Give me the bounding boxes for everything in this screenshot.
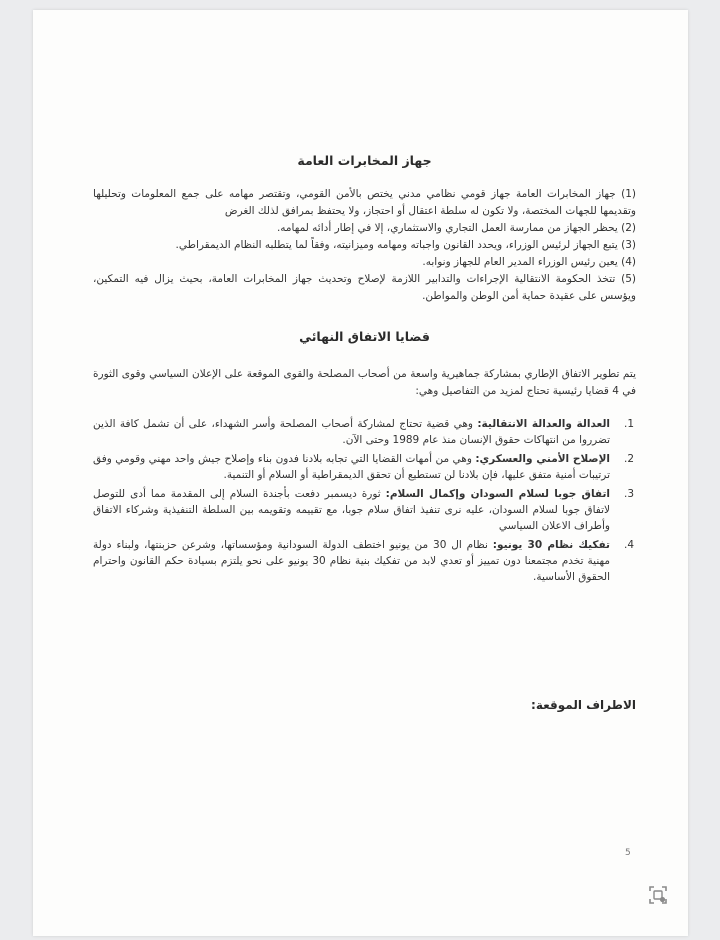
document-content (93, 153, 636, 588)
issue-heading: اتفاق جوبا لسلام السودان وإكمال السلام: (385, 488, 610, 500)
issue-body: ثورة ديسمبر دفعت بأجندة السلام إلى المقدمة مما أدى للتوصل لاتفاق جوبا لسلام السودان، عليه نرى تنفيذ اتفاق سلام جوبا، مع تقييمه وتقويمه بين السلطة التنفيذية وشركاء الاتفاق وأطراف الاعلان السياسي (93, 488, 610, 532)
issue-body: وهي قضية تحتاج لمشاركة أصحاب المصلحة وأسر الشهداء، على أن تشمل كافة الذين تضرروا من انتهاكات حقوق الإنسان منذ عام 1989 وحتى الآن. (93, 418, 610, 446)
page-number: 5 (625, 848, 631, 858)
intelligence-clauses (93, 186, 636, 305)
issue-item (93, 416, 636, 448)
document-page (33, 10, 688, 936)
signing-parties-label: الاطراف الموقعة: (531, 698, 636, 712)
issue-number: 4. (623, 539, 634, 551)
issue-item (93, 486, 636, 534)
issue-item (93, 537, 636, 585)
issue-item (93, 451, 636, 483)
issue-heading: العدالة والعدالة الانتقالية: (477, 418, 610, 430)
scan-app-icon[interactable] (649, 886, 667, 904)
issue-body: وهي من أمهات القضايا التي تجابه بلادنا فدون بناء وإصلاح جيش واحد مهني وقومي وفق ترتيبات أمنية متفق عليها، فإن بلادنا لن تستطيع أن تحقق الديمقراطية أو السلام أو التنمية. (93, 453, 610, 481)
clause-item: (1) جهاز المخابرات العامة جهاز قومي نظامي مدني يختص بالأمن القومي، وتقتصر مهامه على جمع المعلومات وتحليلها وتقديمها للجهات المختصة، ولا تكون له سلطة اعتقال أو احتجاز، ولا يحتفظ بمرافق لذلك الغرض (93, 188, 636, 217)
clause-item: (4) يعين رئيس الوزراء المدير العام للجهاز ونوابه. (422, 256, 636, 268)
issue-number: 2. (623, 453, 634, 465)
section-title-intelligence: جهاز المخابرات العامة (297, 153, 432, 168)
clause-item: (5) تتخذ الحكومة الانتقالية الإجراءات والتدابير اللازمة لإصلاح وتحديث جهاز المخابرات العامة، بحيث يزال فيه التمكين، ويؤسس على عقيدة حماية أمن الوطن والمواطن. (93, 273, 636, 302)
issue-number: 1. (623, 418, 634, 430)
issue-number: 3. (623, 488, 634, 500)
clause-item: (2) يحظر الجهاز من ممارسة العمل التجاري والاستثماري، إلا في إطار أدائه لمهامه. (276, 222, 636, 234)
issues-list (93, 416, 636, 585)
issue-heading: تفكيك نظام 30 يونيو: (492, 539, 610, 551)
issue-body: نظام ال 30 من يونيو اختطف الدولة السودانية ومؤسساتها، وشرعن حزبنتها، ولبناء دولة مهنية تخدم مجتمعنا دون تمييز أو تعدي لابد من تفكيك بنية نظام 30 يونيو على نحو يلتزم بسيادة حكم القانون واحترام الحقوق الأساسية. (93, 539, 610, 583)
section-title-final-agreement: قضايا الاتفاق النهائي (299, 329, 430, 344)
section-intro: يتم تطوير الاتفاق الإطاري بمشاركة جماهيرية واسعة من أصحاب المصلحة والقوى الموقعة على الإعلان السياسي وقوى الثورة في 4 قضايا رئيسية تحتاج لمزيد من التفاصيل وهي: (93, 368, 636, 397)
scan-icon (649, 886, 667, 904)
issue-heading: الإصلاح الأمني والعسكري: (475, 453, 610, 465)
clause-item: (3) يتبع الجهاز لرئيس الوزراء، ويحدد القانون واجباته ومهامه وميزانيته، وفقاً لما يتطلبه النظام الديمقراطي. (175, 239, 636, 251)
